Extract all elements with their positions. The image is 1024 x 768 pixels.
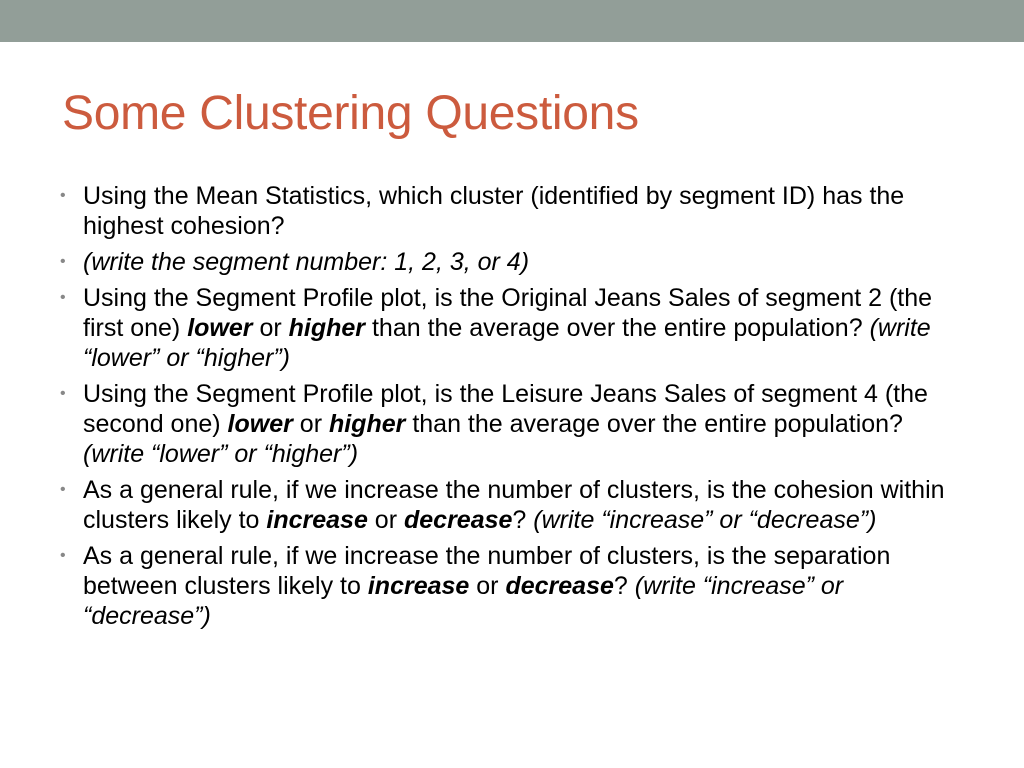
connector-or: or [469,572,506,600]
bullet-text: As a general rule, if we increase the number of clusters, is the separation between clusters likely to [83,542,891,600]
bullet-item-1 [58,181,958,241]
bullet-item-4 [58,379,958,469]
option-higher: higher [288,314,366,342]
option-decrease: decrease [505,572,614,600]
option-increase: increase [266,506,368,534]
bullet-text: Using the Segment Profile plot, is the Original Jeans Sales of segment 2 (the first one) [83,284,933,342]
bullet-text: As a general rule, if we increase the number of clusters, is the cohesion within clusters likely to [83,476,945,534]
bullet-text: Using the Mean Statistics, which cluster (identified by segment ID) has the highest cohesion? [83,182,905,240]
option-decrease: decrease [403,506,513,534]
bullet-dot-icon: • [60,289,66,306]
slide-title: Some Clustering Questions [62,87,639,140]
bullet-item-6 [58,541,958,631]
bullet-text-continued: than the average over the entire population? [365,314,870,342]
bullet-dot-icon: • [60,253,66,270]
answer-hint: (write “lower” or “higher”) [83,314,931,372]
option-lower: lower [187,314,253,342]
bullet-text: Using the Segment Profile plot, is the Leisure Jeans Sales of segment 4 (the second one) [83,380,928,438]
bullet-item-3 [58,283,958,373]
bullet-text-continued: ? [512,506,534,534]
bullet-text: (write the segment number: 1, 2, 3, or 4) [83,248,530,276]
answer-hint: (write “increase” or “decrease”) [83,572,844,630]
option-higher: higher [328,410,406,438]
option-increase: increase [367,572,470,600]
bullet-item-5 [58,475,958,535]
connector-or: or [367,506,404,534]
bullet-list [58,181,958,637]
bullet-dot-icon: • [60,481,66,498]
connector-or: or [252,314,289,342]
bullet-text-continued: ? [613,572,635,600]
bullet-dot-icon: • [60,547,66,564]
bullet-text-continued: than the average over the entire population? [405,410,903,438]
answer-hint: (write “lower” or “higher”) [83,440,359,468]
answer-hint: (write “increase” or “decrease”) [533,506,877,534]
option-lower: lower [227,410,293,438]
top-accent-bar [0,0,1024,42]
bullet-dot-icon: • [60,385,66,402]
bullet-item-2 [58,247,958,277]
connector-or: or [292,410,329,438]
bullet-dot-icon: • [60,187,66,204]
